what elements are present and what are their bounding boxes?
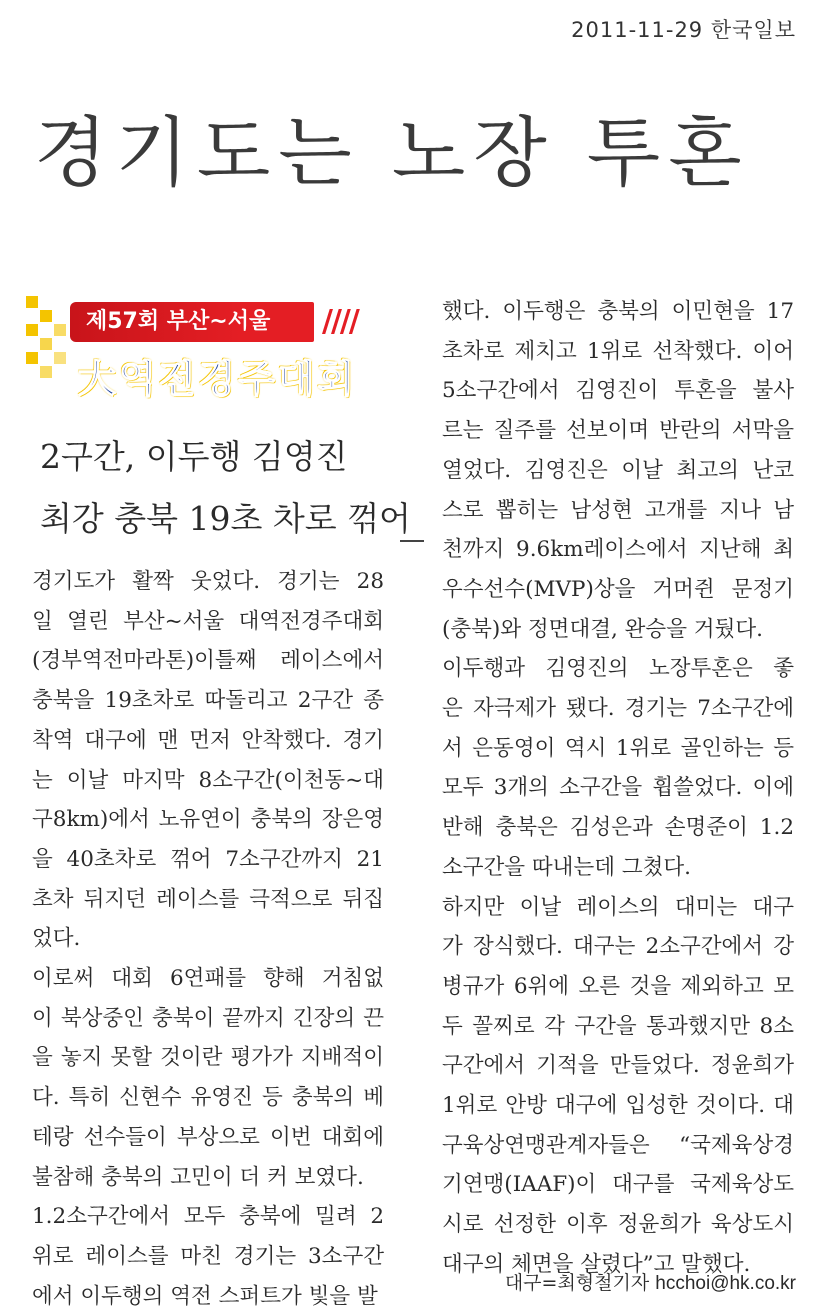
article-line: 을 40초차로 꺾어 7소구간까지 21 <box>32 846 384 872</box>
article-line: 테랑 선수들이 부상으로 이번 대회에 <box>32 1124 384 1150</box>
article-paragraph <box>442 649 794 887</box>
article-line: 르는 질주를 선보이며 반란의 서막을 <box>442 418 794 444</box>
article-line: 착역 대구에 맨 먼저 안착했다. 경기 <box>32 727 384 753</box>
logo-square <box>40 366 52 378</box>
event-logo <box>26 296 366 406</box>
subheadline-mark <box>400 540 424 542</box>
article-line: 했다. 이두행은 충북의 이민현을 17 <box>442 299 794 324</box>
headline: 경기도는 노장 투혼 <box>34 108 750 197</box>
article-line: 위로 레이스를 마친 경기는 3소구간 <box>32 1243 384 1269</box>
article-line: 이 북상중인 충북이 끝까지 긴장의 끈 <box>32 1005 384 1031</box>
logo-event-edition: 제57회 부산~서울 <box>70 302 314 342</box>
article-line: 5소구간에서 김영진이 투혼을 불사 <box>442 378 794 404</box>
article-line: 구8km)에서 노유연이 충북의 장은영 <box>32 807 384 833</box>
article-line: 반해 충북은 김성은과 손명준이 1.2 <box>442 815 794 841</box>
subheadline-line-1: 2구간, 이두행 김영진 <box>40 437 348 476</box>
byline <box>505 1268 796 1295</box>
article-line: 일 열린 부산~서울 대역전경주대회 <box>32 608 384 634</box>
logo-square <box>54 324 66 336</box>
article-line: 가 장식했다. 대구는 2소구간에서 강 <box>442 934 794 960</box>
article-column-left <box>32 562 384 1316</box>
article-line: 천까지 9.6km레이스에서 지난해 최 <box>442 537 794 563</box>
logo-square <box>26 296 38 308</box>
article-line: 시로 선정한 이후 정윤희가 육상도시 <box>442 1212 794 1238</box>
logo-square <box>26 352 38 364</box>
subheadline <box>40 426 411 550</box>
article-line: 구육상연맹관계자들은 “국제육상경 <box>442 1132 794 1158</box>
article-line: 에서 이두행의 역전 스퍼트가 빛을 발 <box>32 1283 378 1309</box>
article-line: 대구의 체면을 살렸다”고 말했다. <box>442 1251 751 1277</box>
article-line: 었다. <box>32 926 81 952</box>
article-line: 우수선수(MVP)상을 거머쥔 문정기 <box>442 576 794 602</box>
article-line: 열었다. 김영진은 이날 최고의 난코 <box>442 457 794 483</box>
article-line: 서 은동영이 역시 1위로 골인하는 등 <box>442 735 794 761</box>
article-paragraph <box>32 562 384 959</box>
article-line: 1.2소구간에서 모두 충북에 밀려 2 <box>32 1204 384 1230</box>
article-line: 경기도가 활짝 웃었다. 경기는 28 <box>32 569 384 594</box>
article-line: 구간에서 기적을 만들었다. 정윤희가 <box>442 1053 794 1079</box>
byline-email: hcchoi@hk.co.kr <box>655 1273 796 1294</box>
article-paragraph <box>32 959 384 1197</box>
article-line: 두 꼴찌로 각 구간을 통과했지만 8소 <box>442 1013 794 1039</box>
article-line: 는 이날 마지막 8소구간(이천동~대 <box>32 767 384 793</box>
article-line: 초차 뒤지던 레이스를 극적으로 뒤집 <box>32 886 384 912</box>
article-line: 기연맹(IAAF)이 대구를 국제육상도 <box>442 1172 794 1198</box>
article-line: 은 자극제가 됐다. 경기는 7소구간에 <box>442 696 794 722</box>
article-line: 스로 뽑히는 남성현 고개를 지나 남 <box>442 497 794 523</box>
logo-square <box>26 324 38 336</box>
logo-square <box>40 310 52 322</box>
article-paragraph <box>32 1197 384 1316</box>
logo-event-name: 大역전경주대회 <box>78 357 358 401</box>
byline-author: 대구=최형철기자 <box>504 1272 650 1294</box>
subheadline-line-2: 최강 충북 19초 차로 꺾어 <box>40 499 411 538</box>
article-line: 하지만 이날 레이스의 대미는 대구 <box>442 894 794 920</box>
article-line: 을 놓지 못할 것이란 평가가 지배적이 <box>32 1045 384 1071</box>
article-line: 다. 특히 신현수 유영진 등 충북의 베 <box>32 1085 384 1111</box>
article-line: (충북)와 정면대결, 완승을 거뒀다. <box>442 616 763 642</box>
logo-slashes: //// <box>322 304 358 339</box>
article-paragraph <box>442 888 794 1285</box>
article-column-right <box>442 292 794 1285</box>
article-line: 1위로 안방 대구에 입성한 것이다. 대 <box>442 1093 794 1119</box>
article-line: 불참해 충북의 고민이 더 커 보였다. <box>32 1164 364 1190</box>
dateline: 2011-11-29 한국일보 <box>571 18 796 42</box>
article-line: 충북을 19초차로 따돌리고 2구간 종 <box>32 688 384 714</box>
article-line: 모두 3개의 소구간을 휩쓸었다. 이에 <box>442 775 794 801</box>
article-paragraph <box>442 292 794 649</box>
article-line: 이두행과 김영진의 노장투혼은 좋 <box>442 656 794 682</box>
article-line: 병규가 6위에 오른 것을 제외하고 모 <box>442 973 794 999</box>
logo-square <box>54 352 66 364</box>
article-line: 소구간을 따내는데 그쳤다. <box>442 854 691 880</box>
article-line: 초차로 제치고 1위로 선착했다. 이어 <box>442 338 794 364</box>
article-line: 이로써 대회 6연패를 향해 거침없 <box>32 966 384 992</box>
article-line: (경부역전마라톤)이틀째 레이스에서 <box>32 648 384 674</box>
logo-square <box>40 338 52 350</box>
